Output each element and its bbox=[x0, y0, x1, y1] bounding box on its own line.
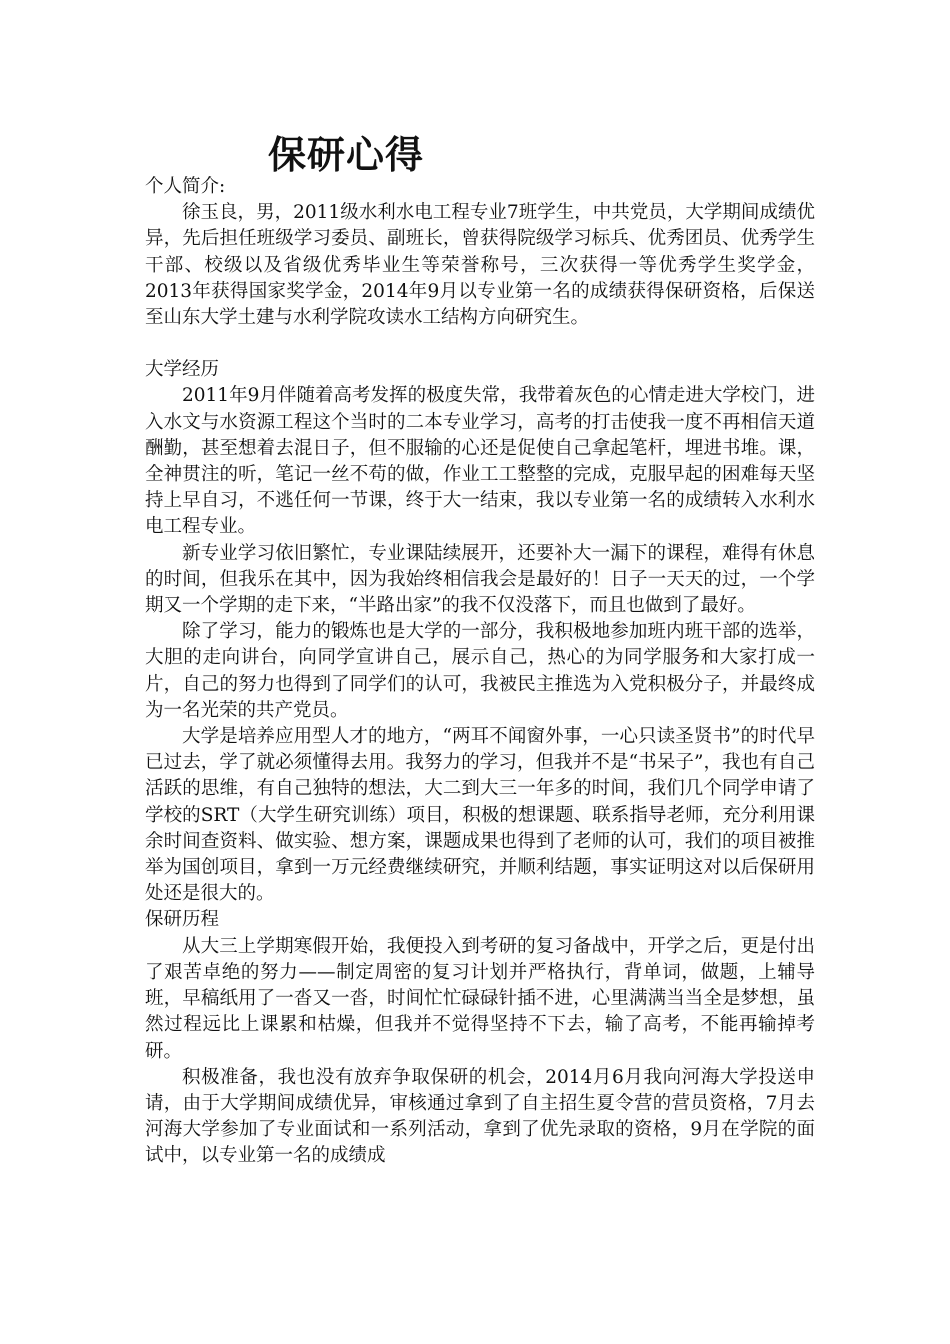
blank-line bbox=[145, 331, 815, 357]
process-paragraph: 积极准备，我也没有放弃争取保研的机会，2014月6月我向河海大学投送申请，由于大学期间成绩优异，审核通过拿到了自主招生夏令营的营员资格，7月去河海大学参加了专业面试和一系列活动，拿到了优先录取的资格，9月在学院的面试中，以专业第一名的成绩成 bbox=[145, 1066, 815, 1167]
intro-paragraph: 徐玉良，男，2011级水利水电工程专业7班学生，中共党员，大学期间成绩优异，先后担任班级学习委员、副班长，曾获得院级学习标兵、优秀团员、优秀学生干部、校级以及省级优秀毕业生等荣誉称号，三次获得一等优秀学生奖学金，2013年获得国家奖学金，2014年9月以专业第一名的成绩获得保研资格，后保送至山东大学土建与水利学院攻读水工结构方向研究生。 bbox=[145, 202, 815, 329]
process-paragraph: 从大三上学期寒假开始，我便投入到考研的复习备战中，开学之后，更是付出了艰苦卓绝的努力——制定周密的复习计划并严格执行，背单词，做题，上辅导班，早稿纸用了一沓又一沓，时间忙忙碌碌针插不进，心里满满当当全是梦想，虽然过程远比上课累和枯燥，但我并不觉得坚持不下去，输了高考，不能再输掉考研。 bbox=[145, 935, 815, 1062]
section-heading-process: 保研历程 bbox=[145, 909, 220, 931]
document-body bbox=[145, 174, 815, 1170]
college-paragraph: 除了学习，能力的锻炼也是大学的一部分，我积极地参加班内班干部的选举，大胆的走向讲台，向同学宣讲自己，展示自己，热心的为同学服务和大家打成一片，自己的努力也得到了同学们的认可，我被民主推选为入党积极分子，并最终成为一名光荣的共产党员。 bbox=[145, 621, 815, 721]
section-heading-intro: 个人简介: bbox=[145, 176, 226, 197]
college-paragraph: 新专业学习依旧繁忙，专业课陆续展开，还要补大一漏下的课程，难得有休息的时间，但我乐在其中，因为我始终相信我会是最好的！日子一天天的过，一个学期又一个学期的走下来，“半路出家”的我不仅没落下，而且也做到了最好。 bbox=[145, 542, 815, 617]
section-heading-college: 大学经历 bbox=[145, 359, 220, 381]
college-paragraph: 大学是培养应用型人才的地方，“两耳不闻窗外事，一心只读圣贤书”的时代早已过去，学了就必须懂得去用。我努力的学习，但我并不是“书呆子”，我也有自己活跃的思维，有自己独特的想法，大二到大三一年多的时间，我们几个同学申请了学校的SRT（大学生研究训练）项目，积极的想课题、联系指导老师，充分利用课余时间查资料、做实验、想方案，课题成果也得到了老师的认可，我们的项目被推举为国创项目，拿到一万元经费继续研究，并顺利结题，事实证明这对以后保研用处还是很大的。 bbox=[145, 726, 815, 905]
college-paragraph: 2011年9月伴随着高考发挥的极度失常，我带着灰色的心情走进大学校门，进入水文与水资源工程这个当时的二本专业学习，高考的打击使我一度不再相信天道酬勤，甚至想着去混日子，但不服输的心还是促使自己拿起笔杆，埋进书堆。课，全神贯注的听，笔记一丝不苟的做，作业工工整整的完成，克服早起的困难每天坚持上早自习，不逃任何一节课，终于大一结束，我以专业第一名的成绩转入水利水电工程专业。 bbox=[145, 385, 815, 538]
page-title: 保研心得 bbox=[268, 133, 425, 177]
